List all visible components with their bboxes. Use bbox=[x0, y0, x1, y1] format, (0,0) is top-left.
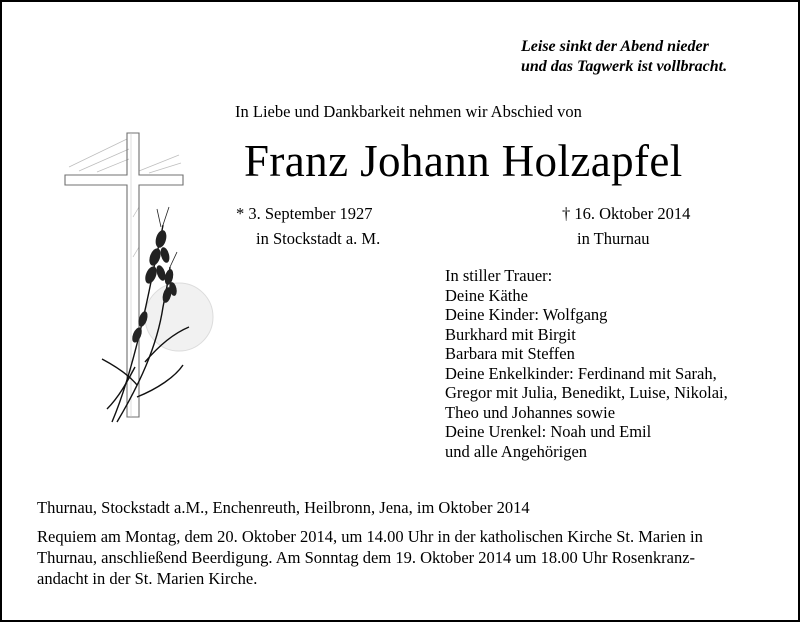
birth-info bbox=[236, 201, 380, 251]
mourner-line: Gregor mit Julia, Benedikt, Luise, Nikolai, bbox=[445, 383, 728, 402]
deceased-name: Franz Johann Holzapfel bbox=[244, 136, 683, 186]
birth-place: in Stockstadt a. M. bbox=[256, 229, 381, 248]
intro-text: In Liebe und Dankbarkeit nehmen wir Abschied von bbox=[235, 102, 582, 121]
motto bbox=[521, 37, 727, 77]
mourner-line: Deine Urenkel: Noah und Emil bbox=[445, 422, 652, 441]
birth-date: * 3. September 1927 bbox=[236, 204, 373, 223]
mourner-line: Theo und Johannes sowie bbox=[445, 402, 616, 422]
service-line: Requiem am Montag, dem 20. Oktober 2014, um 14.00 Uhr in der katholischen Kirche St. Marien in bbox=[37, 527, 703, 546]
motto-line: und das Tagwerk ist vollbracht. bbox=[521, 58, 728, 75]
mourners-list bbox=[445, 266, 728, 461]
mourner-line: und alle Angehörigen bbox=[445, 441, 588, 461]
mourner-line: Deine Käthe bbox=[445, 285, 528, 305]
mourner-line: Deine Kinder: Wolfgang bbox=[445, 305, 608, 324]
mourner-line: In stiller Trauer: bbox=[445, 266, 553, 285]
death-place: in Thurnau bbox=[577, 229, 650, 248]
death-info bbox=[562, 201, 690, 251]
service-line: andacht in der St. Marien Kirche. bbox=[37, 569, 258, 588]
mourner-line: Burkhard mit Birgit bbox=[445, 324, 576, 344]
place-date-line: Thurnau, Stockstadt a.M., Enchenreuth, Heilbronn, Jena, im Oktober 2014 bbox=[37, 498, 530, 517]
service-line: Thurnau, anschließend Beerdigung. Am Sonntag dem 19. Oktober 2014 um 18.00 Uhr Rosenkranz- bbox=[37, 548, 696, 567]
service-info bbox=[37, 526, 703, 589]
mourner-line: Deine Enkelkinder: Ferdinand mit Sarah, bbox=[445, 363, 717, 383]
cross-with-wheat-icon bbox=[57, 127, 217, 427]
death-date: † 16. Oktober 2014 bbox=[562, 204, 691, 223]
mourner-line: Barbara mit Steffen bbox=[445, 344, 575, 363]
motto-line: Leise sinkt der Abend nieder bbox=[521, 38, 709, 55]
